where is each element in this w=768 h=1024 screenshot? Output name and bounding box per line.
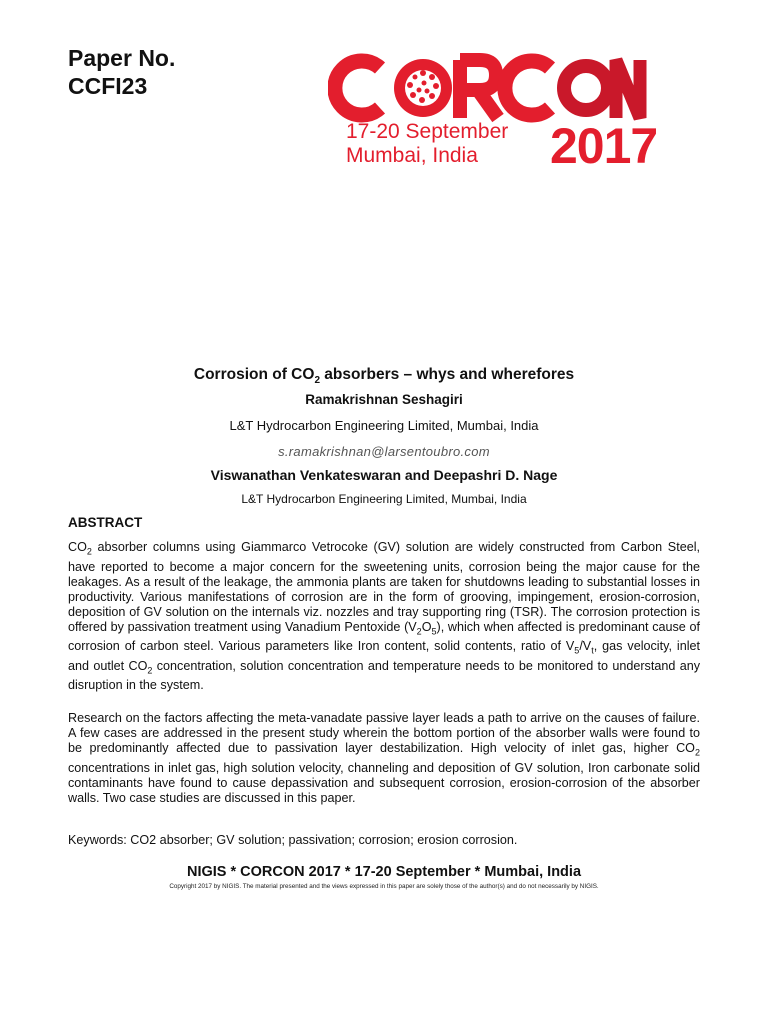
logo-date-range: 17-20 September	[346, 120, 509, 143]
p1-text: , gas velocity, inlet and outlet CO	[68, 639, 700, 673]
logo-location: Mumbai, India	[346, 144, 478, 167]
p1-sub: 5	[431, 626, 437, 637]
abstract-paragraph-2	[68, 711, 700, 806]
title-subscript: 2	[314, 375, 320, 387]
p1-sub: t	[591, 645, 594, 656]
p2-text: Research on the factors affecting the meta-vanadate passive layer leads a path to arrive on the causes of failure. A few cases are addressed in the present study wherein the bottom portion of the absorber walls were found to be predominantly affected due to passivation layer destabilization. High velocity of inlet gas, higher CO	[68, 711, 700, 755]
p1-text: /V	[579, 639, 592, 654]
co-author-affiliation: L&T Hydrocarbon Engineering Limited, Mumbai, India	[241, 492, 527, 506]
logo-year: 2017	[550, 118, 658, 174]
copyright-notice: Copyright 2017 by NIGIS. The material presented and the views expressed in this paper are solely those of the author(s) and do not necessarily by NIGIS.	[169, 883, 599, 890]
primary-author: Ramakrishnan Seshagiri	[305, 392, 463, 407]
p1-text: absorber columns using Giammarco Vetrocoke (GV) solution are widely constructed from Carbon Steel, have reported to become a major concern for the sweetening units, corrosion being the major cause for the leakages. As a result of the leakage, the ammonia plants are taken for shutdowns leading to substantial losses in productivity. Various manifestations of corrosion are in the form of grooving, impingement, erosion-corrosion, deposition of GV solution on the internals viz. nozzles and tray supporting ring (TSR). The corrosion protection is offered by passivation treatment using Vanadium Pentoxide (V	[68, 540, 700, 634]
paper-number-code: CCFI23	[68, 73, 148, 99]
p2-sub: 2	[694, 747, 700, 758]
keywords: Keywords: CO2 absorber; GV solution; passivation; corrosion; erosion corrosion.	[68, 833, 518, 847]
p1-text: ), which when affected is predominant cause of corrosion of carbon steel. Various parameters like Iron content, solid contents, ratio of V	[68, 619, 700, 654]
logo-dates	[346, 120, 508, 168]
author-email: s.ramakrishnan@larsentoubro.com	[278, 444, 490, 459]
corcon-logo	[328, 50, 688, 180]
title-part-1: Corrosion of CO	[193, 366, 315, 383]
p1-text: concentration, solution concentration and temperature needs to be monitored to understand any disruption in the system.	[68, 658, 700, 693]
abstract-heading: ABSTRACT	[68, 515, 143, 530]
logo-wordmark-graphic	[328, 50, 648, 126]
p2-text: concentrations in inlet gas, high solution velocity, channeling and deposition of GV solution, Iron carbonate solid contaminants have found to cause depassivation and subsequent corrosion, erosion-corrosion of the absorber walls. Two case studies are discussed in this paper.	[68, 760, 700, 805]
p1-sub: 2	[86, 546, 92, 557]
p1-sub: 2	[147, 665, 153, 676]
co-authors: Viswanathan Venkateswaran and Deepashri D. Nage	[210, 467, 558, 483]
primary-affiliation: L&T Hydrocarbon Engineering Limited, Mumbai, India	[229, 418, 539, 433]
p1-text: CO	[68, 540, 87, 554]
p1-sub: 2	[416, 626, 422, 637]
p1-text: O	[421, 619, 432, 634]
paper-number	[68, 44, 175, 100]
p1-sub: 5	[574, 645, 580, 656]
abstract-paragraph-1	[68, 540, 700, 693]
conference-footer: NIGIS * CORCON 2017 * 17-20 September * Mumbai, India	[186, 864, 582, 880]
paper-number-label: Paper No.	[68, 45, 176, 71]
title-part-2: absorbers – whys and wherefores	[320, 366, 575, 383]
paper-title	[0, 366, 768, 386]
